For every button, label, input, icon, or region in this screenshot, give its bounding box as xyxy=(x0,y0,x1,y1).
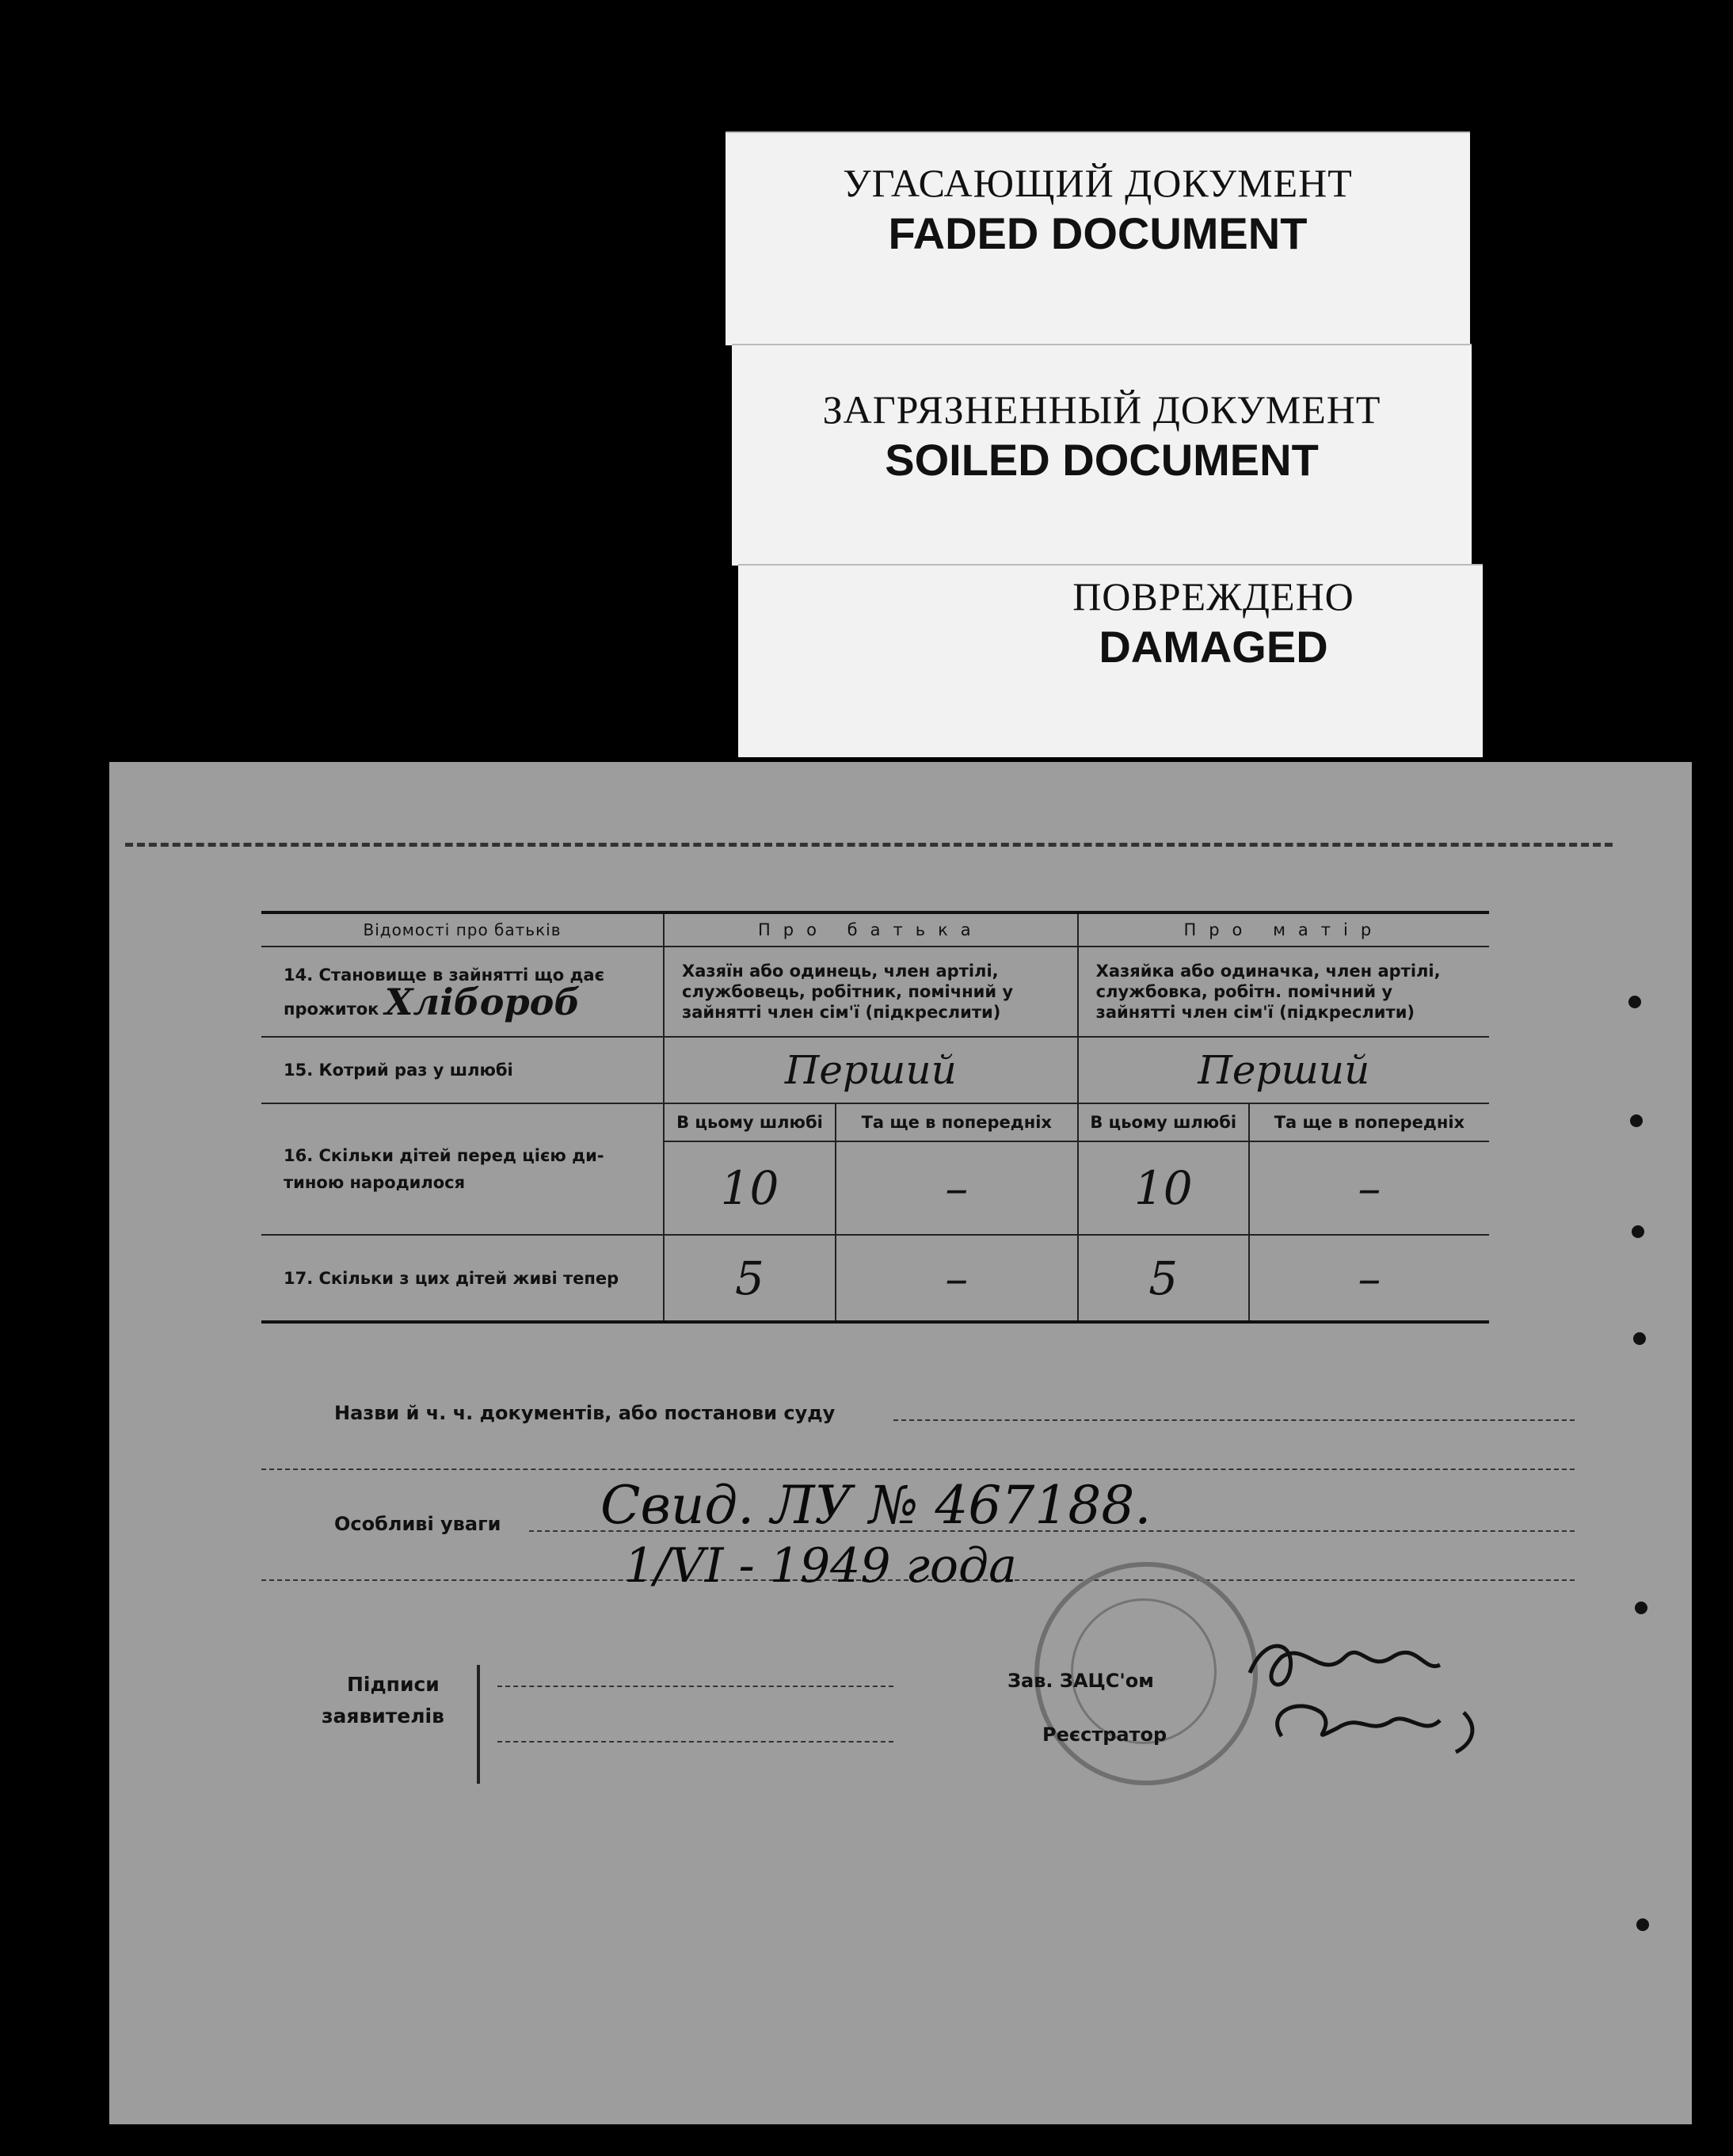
row14-label-line2: прожиток xyxy=(284,999,379,1019)
punch-hole xyxy=(1633,1332,1646,1345)
row17-father-previous: – xyxy=(836,1235,1078,1322)
handwritten-signatures xyxy=(1234,1625,1567,1760)
faded-document-label xyxy=(726,131,1470,345)
row14-mother-status: Хазяйка або одиначка, член артілі, службовка, робітн. помічний у зайнятті член сім'ї (підкреслити) xyxy=(1078,947,1489,1037)
head-zags-label: Зав. ЗАЦС'ом xyxy=(1007,1670,1154,1692)
row16-label xyxy=(261,1103,664,1235)
applicants-signature-label-1: Підписи xyxy=(347,1673,440,1696)
documents-line-2 xyxy=(261,1468,1575,1470)
head-signature-mark xyxy=(1250,1646,1440,1685)
subheader-mother-in-marriage: В цьому шлюбі xyxy=(1078,1103,1249,1141)
row17-mother-previous: – xyxy=(1249,1235,1489,1322)
documents-label: Назви й ч. ч. документів, або постанови суду xyxy=(334,1402,836,1424)
punch-hole xyxy=(1628,996,1641,1008)
punch-hole xyxy=(1630,1114,1643,1127)
row16-label-line1: 16. Скільки дітей перед цією ди- xyxy=(284,1146,604,1165)
subheader-father-previous: Та ще в попередніх xyxy=(836,1103,1078,1141)
label-ru-text: УГАСАЮЩИЙ ДОКУМЕНТ xyxy=(843,161,1353,205)
header-parents-info: Відомості про батьків xyxy=(261,912,664,947)
row17-father-in-marriage: 5 xyxy=(664,1235,836,1322)
signature-bracket xyxy=(477,1665,488,1784)
applicant-signature-line-2 xyxy=(497,1741,893,1743)
punch-hole xyxy=(1635,1602,1647,1614)
row14-label xyxy=(261,947,664,1037)
header-father: Про батька xyxy=(664,912,1078,947)
row17-label: 17. Скільки з цих дітей живі тепер xyxy=(261,1235,664,1322)
row14-label-line1: 14. Становище в зайнятті що дає xyxy=(284,965,605,985)
row16-mother-previous: – xyxy=(1249,1141,1489,1235)
label-ru-text: ПОВРЕЖДЕНО xyxy=(1072,574,1354,619)
punch-hole xyxy=(1636,1918,1649,1931)
label-ru-text: ЗАГРЯЗНЕННЫЙ ДОКУМЕНТ xyxy=(822,387,1381,432)
row16-father-previous: – xyxy=(836,1141,1078,1235)
registry-form-sheet xyxy=(109,762,1692,2124)
subheader-mother-previous: Та ще в попередніх xyxy=(1249,1103,1489,1141)
notes-label: Особливі уваги xyxy=(334,1513,501,1535)
notes-handwritten-certificate: Свид. ЛУ № 467188. xyxy=(600,1475,1152,1536)
label-en-text: SOILED DOCUMENT xyxy=(885,435,1319,485)
row15-mother-answer: Перший xyxy=(1078,1037,1489,1103)
row15-father-answer: Перший xyxy=(664,1037,1078,1103)
row17-mother-in-marriage: 5 xyxy=(1078,1235,1249,1322)
row16-label-line2: тиною народилося xyxy=(284,1173,466,1192)
tear-line xyxy=(125,843,1613,847)
label-en-text: DAMAGED xyxy=(1099,622,1328,672)
label-en-text: FADED DOCUMENT xyxy=(888,208,1308,258)
applicant-signature-line-1 xyxy=(497,1686,893,1687)
applicants-signature-label-2: заявителів xyxy=(322,1705,444,1727)
row15-label: 15. Котрий раз у шлюбі xyxy=(261,1037,664,1103)
punch-hole xyxy=(1632,1225,1644,1238)
header-mother: Про матір xyxy=(1078,912,1489,947)
row16-mother-in-marriage: 10 xyxy=(1078,1141,1249,1235)
soiled-document-label xyxy=(732,344,1472,566)
documents-line xyxy=(893,1419,1575,1421)
damaged-label xyxy=(738,564,1483,757)
registrar-label: Реєстратор xyxy=(1042,1724,1167,1746)
parents-info-table xyxy=(261,911,1489,1324)
registrar-signature-mark xyxy=(1278,1706,1472,1752)
row14-father-status: Хазяїн або одинець, член артілі, службовець, робітник, помічний у зайнятті член сім'ї (підкреслити) xyxy=(664,947,1078,1037)
row16-father-in-marriage: 10 xyxy=(664,1141,836,1235)
notes-handwritten-date: 1/VI - 1949 года xyxy=(624,1538,1017,1594)
row14-handwritten-answer: Хлібороб xyxy=(384,980,581,1023)
subheader-father-in-marriage: В цьому шлюбі xyxy=(664,1103,836,1141)
